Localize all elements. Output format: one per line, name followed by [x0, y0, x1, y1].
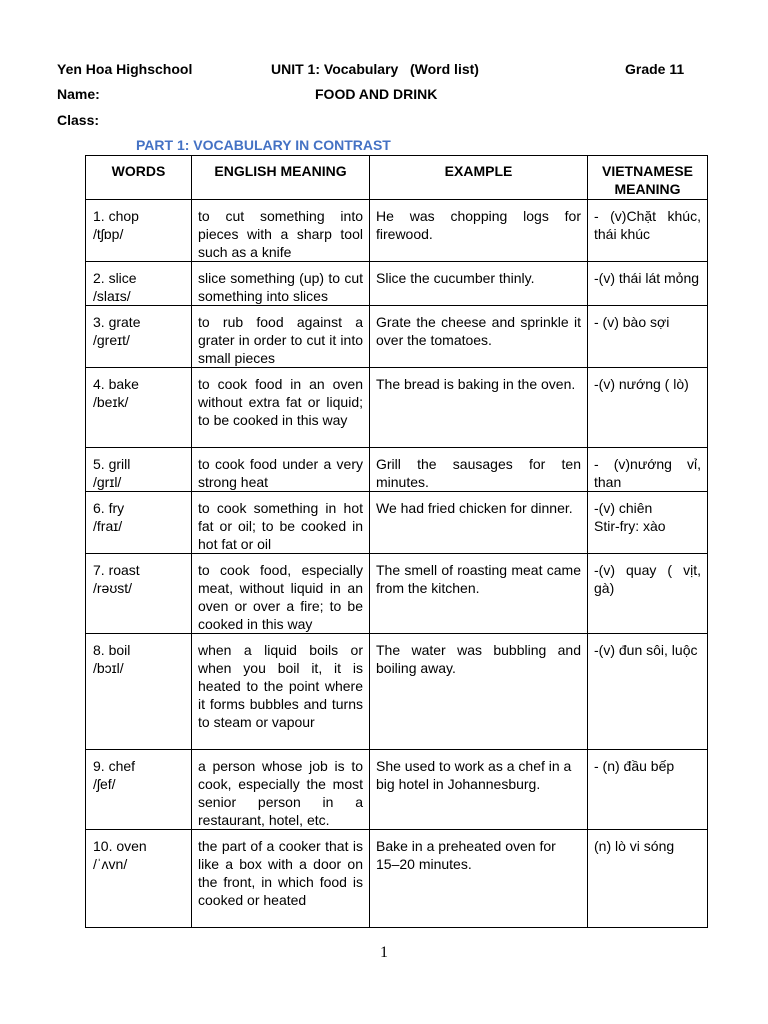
example-cell: The smell of roasting meat came from the kitchen.	[370, 554, 588, 634]
vietnamese-meaning-cell: - (n) đầu bếp	[588, 750, 708, 830]
vocabulary-table	[85, 155, 708, 928]
table-row	[86, 262, 708, 306]
table-row	[86, 830, 708, 928]
word-term: 8. boil	[93, 642, 131, 658]
table-header-row	[86, 156, 708, 200]
word-cell	[86, 554, 192, 634]
word-ipa: /ˈʌvn/	[93, 856, 128, 872]
header-english-meaning: ENGLISH MEANING	[192, 156, 370, 200]
example-cell: Bake in a preheated oven for 15–20 minutes.	[370, 830, 588, 928]
vietnamese-meaning-cell: (n) lò vi sóng	[588, 830, 708, 928]
example-cell: Slice the cucumber thinly.	[370, 262, 588, 306]
english-meaning-cell: to cook food, especially meat, without liquid in an oven or over a fire; to be cooked in this way	[192, 554, 370, 634]
word-term: 7. roast	[93, 562, 140, 578]
word-term: 9. chef	[93, 758, 136, 774]
name-label: Name:	[57, 86, 100, 102]
example-cell: The bread is baking in the oven.	[370, 368, 588, 448]
table-row	[86, 750, 708, 830]
english-meaning-cell: to cook food under a very strong heat	[192, 448, 370, 492]
word-cell	[86, 200, 192, 262]
header-example: EXAMPLE	[370, 156, 588, 200]
word-ipa: /fraɪ/	[93, 518, 123, 534]
word-cell	[86, 262, 192, 306]
word-cell	[86, 448, 192, 492]
table-row	[86, 306, 708, 368]
english-meaning-cell: slice something (up) to cut something into slices	[192, 262, 370, 306]
word-ipa: /greɪt/	[93, 332, 130, 348]
word-cell	[86, 368, 192, 448]
example-cell: The water was bubbling and boiling away.	[370, 634, 588, 750]
word-term: 5. grill	[93, 456, 131, 472]
table-row	[86, 200, 708, 262]
grade-label: Grade 11	[625, 61, 685, 77]
english-meaning-cell: to cook something in hot fat or oil; to be cooked in hot fat or oil	[192, 492, 370, 554]
word-term: 10. oven	[93, 838, 147, 854]
word-ipa: /beɪk/	[93, 394, 129, 410]
vietnamese-meaning-cell: - (v)Chặt khúc, thái khúc	[588, 200, 708, 262]
vietnamese-meaning-cell: - (v) bào sợi	[588, 306, 708, 368]
english-meaning-cell: to cut something into pieces with a sharp tool such as a knife	[192, 200, 370, 262]
vietnamese-meaning-cell: - (v)nướng vỉ, than	[588, 448, 708, 492]
word-cell	[86, 306, 192, 368]
word-ipa: /slaɪs/	[93, 288, 131, 304]
word-ipa: /grɪl/	[93, 474, 122, 490]
word-term: 4. bake	[93, 376, 139, 392]
table-row	[86, 634, 708, 750]
vietnamese-meaning-cell: -(v) thái lát mỏng	[588, 262, 708, 306]
example-cell: Grill the sausages for ten minutes.	[370, 448, 588, 492]
word-ipa: /ʃef/	[93, 776, 116, 792]
word-term: 1. chop	[93, 208, 139, 224]
table-row	[86, 368, 708, 448]
school-name: Yen Hoa Highschool	[57, 61, 193, 77]
header-vietnamese-meaning: VIETNAMESE MEANING	[588, 156, 708, 200]
vietnamese-meaning-cell: -(v) đun sôi, luộc	[588, 634, 708, 750]
word-ipa: /bɔɪl/	[93, 660, 124, 676]
class-label: Class:	[57, 112, 100, 128]
english-meaning-cell: to cook food in an oven without extra fat or liquid; to be cooked in this way	[192, 368, 370, 448]
table-row	[86, 448, 708, 492]
table-row	[86, 554, 708, 634]
vietnamese-meaning-cell: -(v) nướng ( lò)	[588, 368, 708, 448]
vietnamese-meaning-line: -(v) chiên	[594, 500, 653, 516]
word-ipa: /tʃɒp/	[93, 226, 124, 242]
part-title: PART 1: VOCABULARY IN CONTRAST	[136, 137, 391, 153]
word-ipa: /rəʊst/	[93, 580, 133, 596]
page-number: 1	[380, 944, 388, 961]
topic-title: FOOD AND DRINK	[315, 86, 438, 102]
word-cell	[86, 750, 192, 830]
header-words: WORDS	[86, 156, 192, 200]
english-meaning-cell: the part of a cooker that is like a box with a door on the front, in which food is cooked or heated	[192, 830, 370, 928]
table-row	[86, 492, 708, 554]
word-term: 3. grate	[93, 314, 141, 330]
word-cell	[86, 830, 192, 928]
vietnamese-meaning-cell: -(v) quay ( vịt, gà)	[588, 554, 708, 634]
english-meaning-cell: to rub food against a grater in order to cut it into small pieces	[192, 306, 370, 368]
vietnamese-meaning-line: Stir-fry: xào	[594, 518, 666, 534]
english-meaning-cell: when a liquid boils or when you boil it, it is heated to the point where it forms bubbles and turns to steam or vapour	[192, 634, 370, 750]
vietnamese-meaning-cell	[588, 492, 708, 554]
unit-title: UNIT 1: Vocabulary (Word list)	[271, 61, 479, 77]
word-cell	[86, 492, 192, 554]
example-cell: We had fried chicken for dinner.	[370, 492, 588, 554]
word-term: 2. slice	[93, 270, 137, 286]
example-cell: He was chopping logs for firewood.	[370, 200, 588, 262]
example-cell: Grate the cheese and sprinkle it over the tomatoes.	[370, 306, 588, 368]
word-cell	[86, 634, 192, 750]
example-cell: She used to work as a chef in a big hotel in Johannesburg.	[370, 750, 588, 830]
word-term: 6. fry	[93, 500, 125, 516]
english-meaning-cell: a person whose job is to cook, especially the most senior person in a restaurant, hotel, etc.	[192, 750, 370, 830]
